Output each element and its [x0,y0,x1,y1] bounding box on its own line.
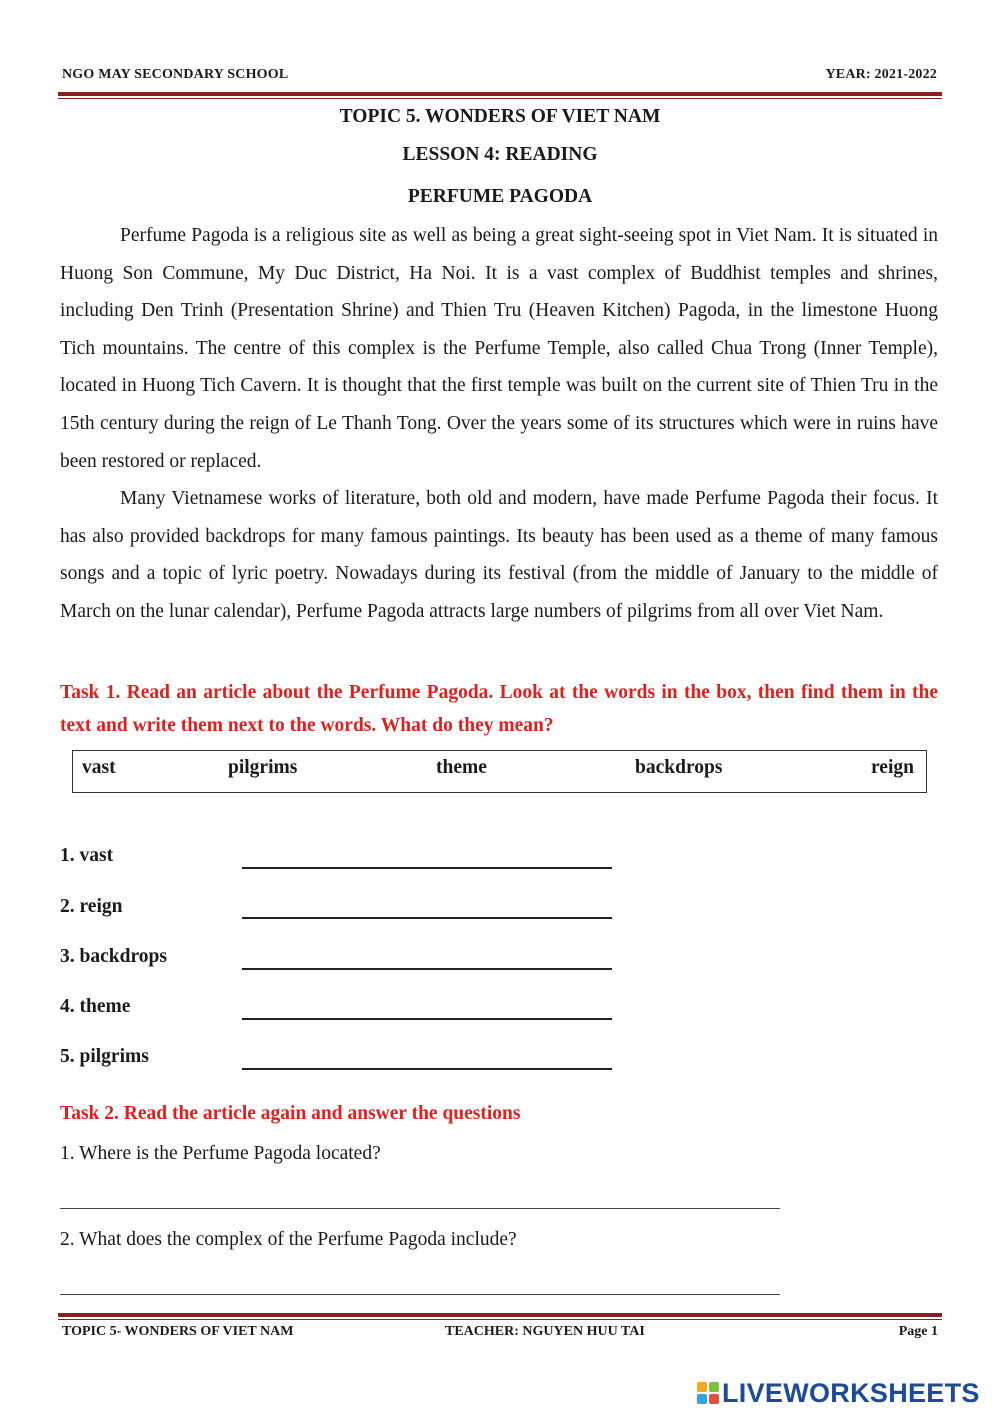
answer-line-question-1[interactable] [60,1208,780,1209]
task1-instruction: Task 1. Read an article about the Perfume Pagoda. Look at the words in the box, then find them in the text and write them next to the words. What do they mean? [60,682,938,736]
header-rule-thick [58,92,942,96]
task2-instruction: Task 2. Read the article again and answer the questions [60,1103,521,1124]
footer-rule-thin [58,1319,942,1320]
answer-line-theme[interactable] [242,1018,612,1020]
liveworksheets-logo[interactable] [697,1378,980,1408]
liveworksheets-logo-icon [697,1382,719,1404]
lesson-title: LESSON 4: READING [402,144,598,165]
footer-teacher: TEACHER: NGUYEN HUU TAI [445,1324,645,1339]
answer-line-reign[interactable] [242,917,612,919]
answer-line-backdrops[interactable] [242,968,612,970]
vocab-item-reign: 2. reign [60,896,123,917]
word-box-item: vast [82,757,116,778]
footer-page-number: Page 1 [898,1324,938,1339]
logo-square [697,1394,707,1404]
word-box-item: backdrops [635,757,723,778]
logo-square [709,1382,719,1392]
article-paragraph-2: Many Vietnamese works of literature, both old and modern, have made Perfume Pagoda their focus. It has also provided backdrops for many famous paintings. Its beauty has been used as a theme of many famous songs and a topic of lyric poetry. Nowadays during its festival (from the middle of January to the middle of March on the lunar calendar), Perfume Pagoda attracts large numbers of pilgrims from all over Viet Nam. [60,488,938,622]
question-1: 1. Where is the Perfume Pagoda located? [60,1143,381,1164]
school-name: NGO MAY SECONDARY SCHOOL [62,67,289,82]
word-box [72,750,927,793]
header-rule-thin [58,98,942,99]
question-2: 2. What does the complex of the Perfume Pagoda include? [60,1229,517,1250]
footer-topic: TOPIC 5- WONDERS OF VIET NAM [62,1324,294,1339]
liveworksheets-logo-text: LIVEWORKSHEETS [722,1377,980,1408]
vocab-item-theme: 4. theme [60,996,131,1017]
word-box-item: reign [871,757,914,778]
vocab-item-backdrops: 3. backdrops [60,946,167,967]
word-box-item: theme [436,757,487,778]
answer-line-vast[interactable] [242,867,612,869]
answer-line-question-2[interactable] [60,1294,780,1295]
logo-square [709,1394,719,1404]
word-box-item: pilgrims [228,757,298,778]
article-paragraph-1: Perfume Pagoda is a religious site as well as being a great sight-seeing spot in Viet Nam. It is situated in Huong Son Commune, My Duc District, Ha Noi. It is a vast complex of Buddhist temples and shrines, including Den Trinh (Presentation Shrine) and Thien Tru (Heaven Kitchen) Pagoda, in the limestone Huong Tich mountains. The centre of this complex is the Perfume Temple, also called Chua Trong (Inner Temple), located in Huong Tich Cavern. It is thought that the first temple was built on the current site of Thien Tru in the 15th century during the reign of Le Thanh Tong. Over the years some of its structures which were in ruins have been restored or replaced. [60,225,938,472]
topic-title: TOPIC 5. WONDERS OF VIET NAM [339,106,661,127]
answer-line-pilgrims[interactable] [242,1068,612,1070]
vocab-item-vast: 1. vast [60,845,114,866]
article-title: PERFUME PAGODA [407,186,593,207]
logo-square [697,1382,707,1392]
school-year: YEAR: 2021-2022 [825,67,937,82]
footer-rule-thick [58,1313,942,1317]
vocab-item-pilgrims: 5. pilgrims [60,1046,149,1067]
